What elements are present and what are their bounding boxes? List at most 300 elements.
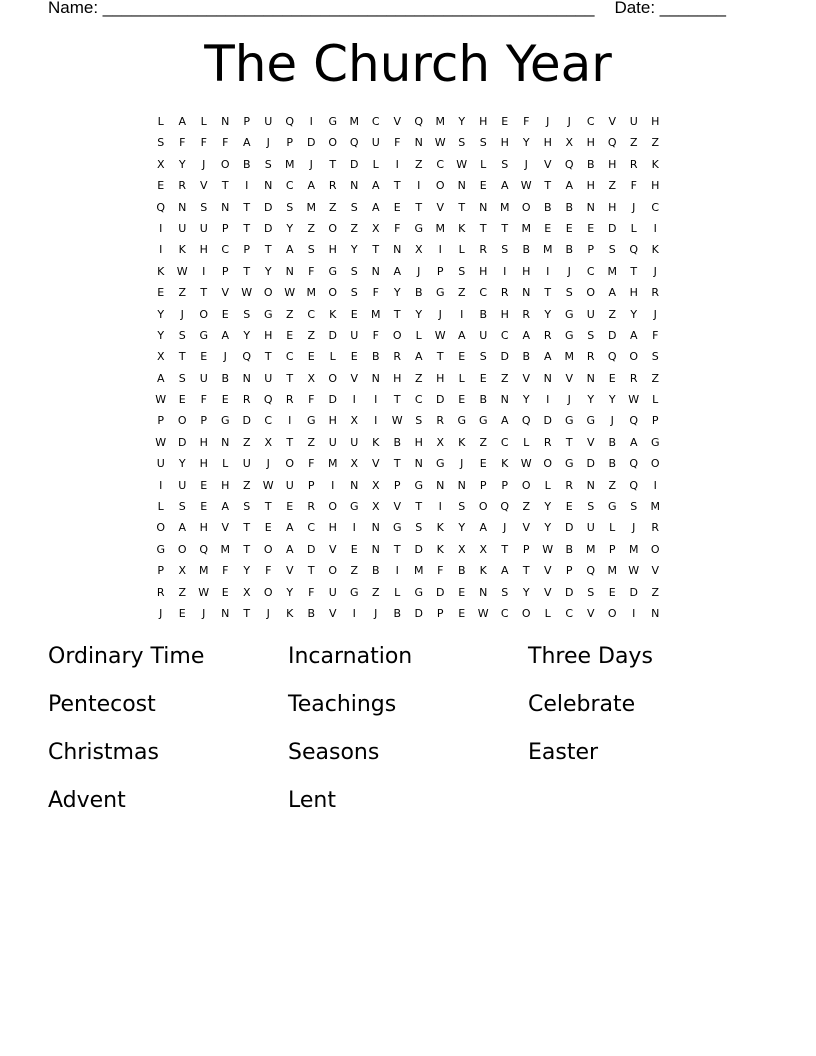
- grid-letter: O: [650, 542, 660, 556]
- grid-letter: V: [328, 542, 337, 556]
- grid-letter: U: [178, 221, 187, 235]
- grid-letter: X: [156, 157, 165, 171]
- grid-letter: A: [414, 350, 423, 364]
- grid-letter: V: [651, 564, 660, 578]
- grid-letter: D: [307, 542, 316, 556]
- grid-letter: Y: [178, 157, 186, 171]
- grid-letter: O: [285, 457, 295, 471]
- grid-letter: E: [178, 393, 186, 407]
- grid-letter: D: [414, 606, 423, 620]
- grid-letter: E: [221, 307, 229, 321]
- grid-letter: C: [586, 264, 595, 278]
- grid-letter: S: [501, 243, 509, 257]
- grid-letter: I: [309, 115, 313, 128]
- grid-letter: V: [393, 500, 402, 514]
- grid-letter: I: [352, 606, 356, 620]
- grid-letter: D: [264, 221, 273, 235]
- grid-letter: O: [521, 478, 531, 492]
- grid-letter: R: [436, 414, 445, 428]
- grid-letter: U: [371, 136, 380, 150]
- grid-letter: T: [501, 221, 509, 235]
- grid-letter: N: [500, 393, 509, 407]
- grid-letter: T: [479, 221, 487, 235]
- grid-letter: V: [543, 585, 552, 599]
- grid-letter: S: [587, 328, 595, 342]
- grid-letter: I: [159, 478, 163, 492]
- grid-letter: Z: [178, 286, 187, 300]
- grid-letter: M: [306, 286, 316, 300]
- grid-letter: D: [608, 328, 617, 342]
- grid-letter: E: [608, 585, 616, 599]
- grid-letter: M: [435, 115, 445, 128]
- grid-letter: T: [630, 264, 638, 278]
- grid-letter: P: [200, 414, 208, 428]
- grid-letter: G: [564, 328, 574, 342]
- grid-letter: P: [522, 542, 530, 556]
- word-list-item: Three Days: [528, 644, 653, 669]
- grid-letter: R: [565, 478, 574, 492]
- grid-letter: E: [565, 221, 573, 235]
- grid-letter: T: [264, 243, 272, 257]
- grid-letter: M: [650, 500, 660, 514]
- grid-letter: E: [178, 606, 186, 620]
- grid-letter: L: [200, 115, 207, 128]
- grid-letter: I: [159, 221, 163, 235]
- grid-letter: B: [479, 393, 488, 407]
- grid-letter: G: [650, 435, 660, 449]
- grid-row: [150, 175, 666, 196]
- grid-letter: J: [266, 457, 270, 471]
- grid-letter: F: [630, 179, 637, 193]
- grid-letter: G: [478, 414, 488, 428]
- grid-letter: Q: [156, 200, 166, 214]
- grid-letter: U: [328, 585, 337, 599]
- grid-letter: L: [630, 221, 637, 235]
- grid-letter: G: [414, 585, 424, 599]
- grid-letter: V: [393, 115, 402, 128]
- grid-letter: T: [501, 542, 509, 556]
- grid-row: [150, 368, 666, 389]
- grid-letter: K: [329, 307, 337, 321]
- grid-letter: E: [286, 328, 294, 342]
- grid-letter: G: [564, 414, 574, 428]
- grid-letter: V: [371, 457, 380, 471]
- grid-letter: C: [565, 606, 574, 620]
- grid-letter: P: [651, 414, 659, 428]
- grid-letter: A: [221, 500, 230, 514]
- grid-letter: C: [285, 350, 294, 364]
- grid-letter: I: [202, 264, 206, 278]
- grid-letter: S: [479, 136, 487, 150]
- word-list-item: Pentecost: [48, 692, 156, 717]
- grid-letter: S: [587, 500, 595, 514]
- grid-letter: P: [307, 478, 315, 492]
- grid-letter: W: [155, 393, 167, 407]
- grid-letter: U: [264, 115, 273, 128]
- grid-letter: T: [415, 200, 423, 214]
- grid-letter: B: [221, 371, 230, 385]
- grid-letter: C: [307, 521, 316, 535]
- grid-letter: S: [178, 500, 186, 514]
- grid-letter: J: [266, 136, 270, 150]
- grid-letter: A: [565, 179, 574, 193]
- grid-letter: R: [285, 393, 294, 407]
- grid-letter: Z: [651, 371, 660, 385]
- grid-letter: Z: [350, 564, 359, 578]
- grid-letter: H: [500, 136, 509, 150]
- grid-letter: K: [372, 435, 380, 449]
- grid-letter: G: [414, 478, 424, 492]
- grid-letter: J: [180, 307, 184, 321]
- grid-letter: M: [435, 221, 445, 235]
- grid-letter: D: [264, 200, 273, 214]
- grid-letter: X: [371, 478, 380, 492]
- grid-row: [150, 197, 666, 218]
- grid-letter: O: [629, 350, 639, 364]
- grid-letter: F: [308, 457, 315, 471]
- word-list: [48, 640, 768, 832]
- grid-letter: V: [586, 435, 595, 449]
- grid-letter: Z: [328, 200, 337, 214]
- grid-row: [150, 496, 666, 517]
- grid-letter: A: [178, 521, 187, 535]
- grid-letter: H: [651, 115, 660, 128]
- grid-letter: Y: [350, 243, 358, 257]
- grid-letter: A: [307, 179, 316, 193]
- grid-letter: O: [650, 457, 660, 471]
- grid-letter: I: [395, 564, 399, 578]
- grid-letter: U: [586, 307, 595, 321]
- grid-letter: F: [222, 564, 229, 578]
- grid-letter: A: [156, 371, 165, 385]
- grid-letter: I: [460, 307, 464, 321]
- word-list-item: Advent: [48, 788, 126, 813]
- grid-letter: L: [480, 157, 487, 171]
- grid-letter: Z: [307, 221, 316, 235]
- grid-letter: Q: [242, 350, 252, 364]
- grid-letter: Y: [286, 585, 294, 599]
- grid-letter: H: [199, 435, 208, 449]
- grid-letter: P: [157, 564, 165, 578]
- grid-letter: C: [651, 200, 660, 214]
- grid-letter: Y: [157, 328, 165, 342]
- grid-letter: I: [374, 393, 378, 407]
- grid-letter: G: [349, 500, 359, 514]
- grid-letter: H: [522, 264, 531, 278]
- grid-letter: W: [262, 478, 274, 492]
- grid-letter: Q: [564, 157, 574, 171]
- grid-letter: Y: [544, 307, 552, 321]
- grid-letter: O: [263, 585, 273, 599]
- grid-letter: I: [653, 221, 657, 235]
- grid-letter: S: [415, 414, 423, 428]
- grid-letter: H: [199, 457, 208, 471]
- grid-letter: Z: [307, 435, 316, 449]
- grid-letter: A: [242, 136, 251, 150]
- grid-letter: Z: [500, 371, 509, 385]
- grid-letter: R: [586, 350, 595, 364]
- grid-letter: E: [200, 350, 208, 364]
- grid-letter: W: [155, 435, 167, 449]
- grid-letter: F: [394, 221, 401, 235]
- grid-letter: A: [629, 328, 638, 342]
- grid-letter: K: [436, 542, 444, 556]
- grid-row: [150, 539, 666, 560]
- grid-letter: T: [243, 606, 251, 620]
- grid-letter: X: [436, 435, 445, 449]
- grid-letter: A: [393, 264, 402, 278]
- grid-letter: G: [564, 457, 574, 471]
- grid-letter: G: [392, 521, 402, 535]
- grid-letter: A: [457, 328, 466, 342]
- grid-letter: R: [543, 328, 552, 342]
- grid-letter: O: [328, 564, 338, 578]
- grid-letter: D: [543, 414, 552, 428]
- grid-letter: Z: [651, 136, 660, 150]
- grid-letter: T: [544, 179, 552, 193]
- grid-letter: W: [176, 264, 188, 278]
- grid-letter: G: [457, 414, 467, 428]
- grid-letter: V: [285, 564, 294, 578]
- grid-letter: G: [435, 457, 445, 471]
- grid-letter: N: [457, 478, 466, 492]
- grid-letter: P: [587, 243, 595, 257]
- grid-letter: N: [350, 179, 359, 193]
- grid-letter: O: [177, 414, 187, 428]
- grid-letter: S: [178, 371, 186, 385]
- grid-letter: S: [479, 350, 487, 364]
- grid-letter: W: [520, 457, 532, 471]
- grid-row: [150, 325, 666, 346]
- grid-letter: Q: [500, 500, 510, 514]
- grid-letter: C: [500, 606, 509, 620]
- grid-letter: O: [328, 136, 338, 150]
- grid-letter: T: [243, 542, 251, 556]
- grid-letter: P: [243, 115, 251, 128]
- grid-letter: A: [500, 564, 509, 578]
- grid-letter: W: [542, 542, 554, 556]
- grid-letter: H: [586, 136, 595, 150]
- grid-letter: T: [329, 157, 337, 171]
- grid-letter: Y: [544, 521, 552, 535]
- grid-letter: Y: [458, 521, 466, 535]
- grid-letter: A: [285, 521, 294, 535]
- grid-letter: J: [223, 350, 227, 364]
- grid-letter: T: [243, 200, 251, 214]
- grid-letter: B: [457, 564, 466, 578]
- grid-letter: N: [586, 478, 595, 492]
- grid-letter: M: [328, 457, 338, 471]
- grid-letter: T: [393, 542, 401, 556]
- grid-letter: T: [522, 564, 530, 578]
- grid-letter: T: [286, 371, 294, 385]
- grid-letter: Z: [307, 328, 316, 342]
- grid-letter: N: [221, 115, 230, 128]
- grid-letter: X: [565, 136, 574, 150]
- grid-letter: N: [221, 606, 230, 620]
- grid-letter: E: [157, 179, 165, 193]
- grid-letter: M: [629, 542, 639, 556]
- grid-row: [150, 132, 666, 153]
- grid-letter: W: [628, 564, 640, 578]
- grid-letter: M: [586, 542, 596, 556]
- grid-letter: F: [437, 564, 444, 578]
- grid-letter: E: [479, 371, 487, 385]
- grid-letter: O: [328, 221, 338, 235]
- grid-letter: B: [522, 243, 531, 257]
- grid-letter: Y: [243, 564, 251, 578]
- grid-letter: M: [607, 564, 617, 578]
- grid-letter: W: [241, 286, 253, 300]
- grid-letter: V: [522, 521, 531, 535]
- grid-letter: Z: [608, 179, 617, 193]
- grid-letter: J: [374, 606, 378, 620]
- grid-letter: A: [522, 328, 531, 342]
- grid-letter: T: [307, 564, 315, 578]
- grid-letter: Q: [629, 478, 639, 492]
- grid-letter: M: [371, 307, 381, 321]
- grid-letter: Y: [286, 221, 294, 235]
- grid-letter: K: [458, 221, 466, 235]
- grid-letter: H: [479, 115, 488, 128]
- word-list-item: Celebrate: [528, 692, 636, 717]
- grid-letter: O: [521, 606, 531, 620]
- grid-letter: R: [629, 371, 638, 385]
- grid-letter: L: [544, 606, 551, 620]
- grid-letter: U: [199, 371, 208, 385]
- grid-letter: Y: [587, 393, 595, 407]
- grid-letter: J: [610, 414, 614, 428]
- grid-letter: F: [523, 115, 530, 128]
- grid-letter: Y: [157, 307, 165, 321]
- grid-letter: C: [586, 115, 595, 128]
- grid-letter: L: [394, 585, 401, 599]
- grid-letter: S: [608, 243, 616, 257]
- grid-letter: M: [500, 200, 510, 214]
- grid-letter: F: [308, 264, 315, 278]
- grid-letter: N: [371, 542, 380, 556]
- grid-letter: Z: [608, 478, 617, 492]
- name-field-label: Name: ____________________________________________________: [48, 0, 595, 17]
- grid-letter: O: [177, 542, 187, 556]
- grid-letter: C: [264, 414, 273, 428]
- grid-row: [150, 239, 666, 260]
- grid-letter: H: [199, 243, 208, 257]
- word-list-item: Easter: [528, 740, 599, 765]
- grid-letter: V: [608, 115, 617, 128]
- grid-letter: D: [328, 328, 337, 342]
- grid-letter: N: [393, 243, 402, 257]
- grid-letter: S: [415, 521, 423, 535]
- grid-letter: K: [651, 243, 659, 257]
- grid-letter: Z: [371, 585, 380, 599]
- grid-letter: D: [608, 221, 617, 235]
- grid-letter: A: [500, 179, 509, 193]
- grid-letter: B: [565, 243, 574, 257]
- grid-letter: B: [242, 157, 251, 171]
- grid-letter: T: [221, 179, 229, 193]
- grid-letter: V: [221, 286, 230, 300]
- grid-letter: N: [543, 371, 552, 385]
- grid-letter: K: [436, 521, 444, 535]
- grid-letter: L: [652, 393, 659, 407]
- grid-letter: S: [501, 157, 509, 171]
- grid-letter: T: [458, 200, 466, 214]
- grid-letter: T: [264, 500, 272, 514]
- grid-row: [150, 346, 666, 367]
- grid-letter: J: [159, 606, 163, 620]
- grid-letter: H: [543, 136, 552, 150]
- grid-letter: I: [374, 414, 378, 428]
- grid-letter: V: [543, 157, 552, 171]
- grid-letter: H: [436, 371, 445, 385]
- grid-letter: C: [500, 328, 509, 342]
- grid-letter: G: [306, 414, 316, 428]
- grid-letter: L: [544, 478, 551, 492]
- grid-letter: O: [607, 606, 617, 620]
- grid-letter: L: [458, 243, 465, 257]
- grid-letter: X: [264, 435, 273, 449]
- grid-letter: J: [567, 115, 571, 128]
- grid-letter: T: [243, 264, 251, 278]
- grid-row: [150, 603, 666, 624]
- grid-letter: D: [350, 157, 359, 171]
- grid-letter: H: [414, 435, 423, 449]
- grid-letter: O: [328, 286, 338, 300]
- grid-letter: T: [415, 500, 423, 514]
- grid-letter: Q: [607, 350, 617, 364]
- grid-row: [150, 475, 666, 496]
- grid-letter: M: [607, 264, 617, 278]
- grid-letter: C: [414, 393, 423, 407]
- grid-letter: A: [479, 521, 488, 535]
- grid-letter: P: [436, 264, 444, 278]
- grid-letter: P: [608, 542, 616, 556]
- grid-letter: G: [607, 500, 617, 514]
- grid-letter: T: [372, 243, 380, 257]
- grid-letter: P: [565, 564, 573, 578]
- word-list-item: Incarnation: [288, 644, 413, 669]
- grid-letter: Y: [178, 457, 186, 471]
- grid-letter: G: [349, 585, 359, 599]
- grid-letter: J: [567, 393, 571, 407]
- grid-letter: W: [434, 328, 446, 342]
- grid-letter: N: [221, 200, 230, 214]
- grid-letter: T: [243, 221, 251, 235]
- grid-letter: A: [371, 179, 380, 193]
- grid-letter: R: [242, 393, 251, 407]
- grid-letter: J: [524, 157, 528, 171]
- grid-letter: R: [156, 585, 165, 599]
- grid-letter: Q: [521, 414, 531, 428]
- grid-letter: M: [543, 243, 553, 257]
- grid-letter: D: [414, 542, 423, 556]
- grid-letter: P: [436, 606, 444, 620]
- grid-letter: R: [178, 179, 187, 193]
- grid-letter: E: [286, 500, 294, 514]
- grid-letter: R: [500, 286, 509, 300]
- grid-letter: V: [436, 200, 445, 214]
- grid-letter: T: [544, 286, 552, 300]
- grid-letter: F: [652, 328, 659, 342]
- grid-letter: S: [587, 585, 595, 599]
- grid-letter: E: [587, 221, 595, 235]
- grid-letter: L: [157, 115, 164, 128]
- grid-letter: O: [478, 500, 488, 514]
- grid-letter: E: [479, 179, 487, 193]
- grid-letter: X: [156, 350, 165, 364]
- grid-letter: G: [156, 542, 166, 556]
